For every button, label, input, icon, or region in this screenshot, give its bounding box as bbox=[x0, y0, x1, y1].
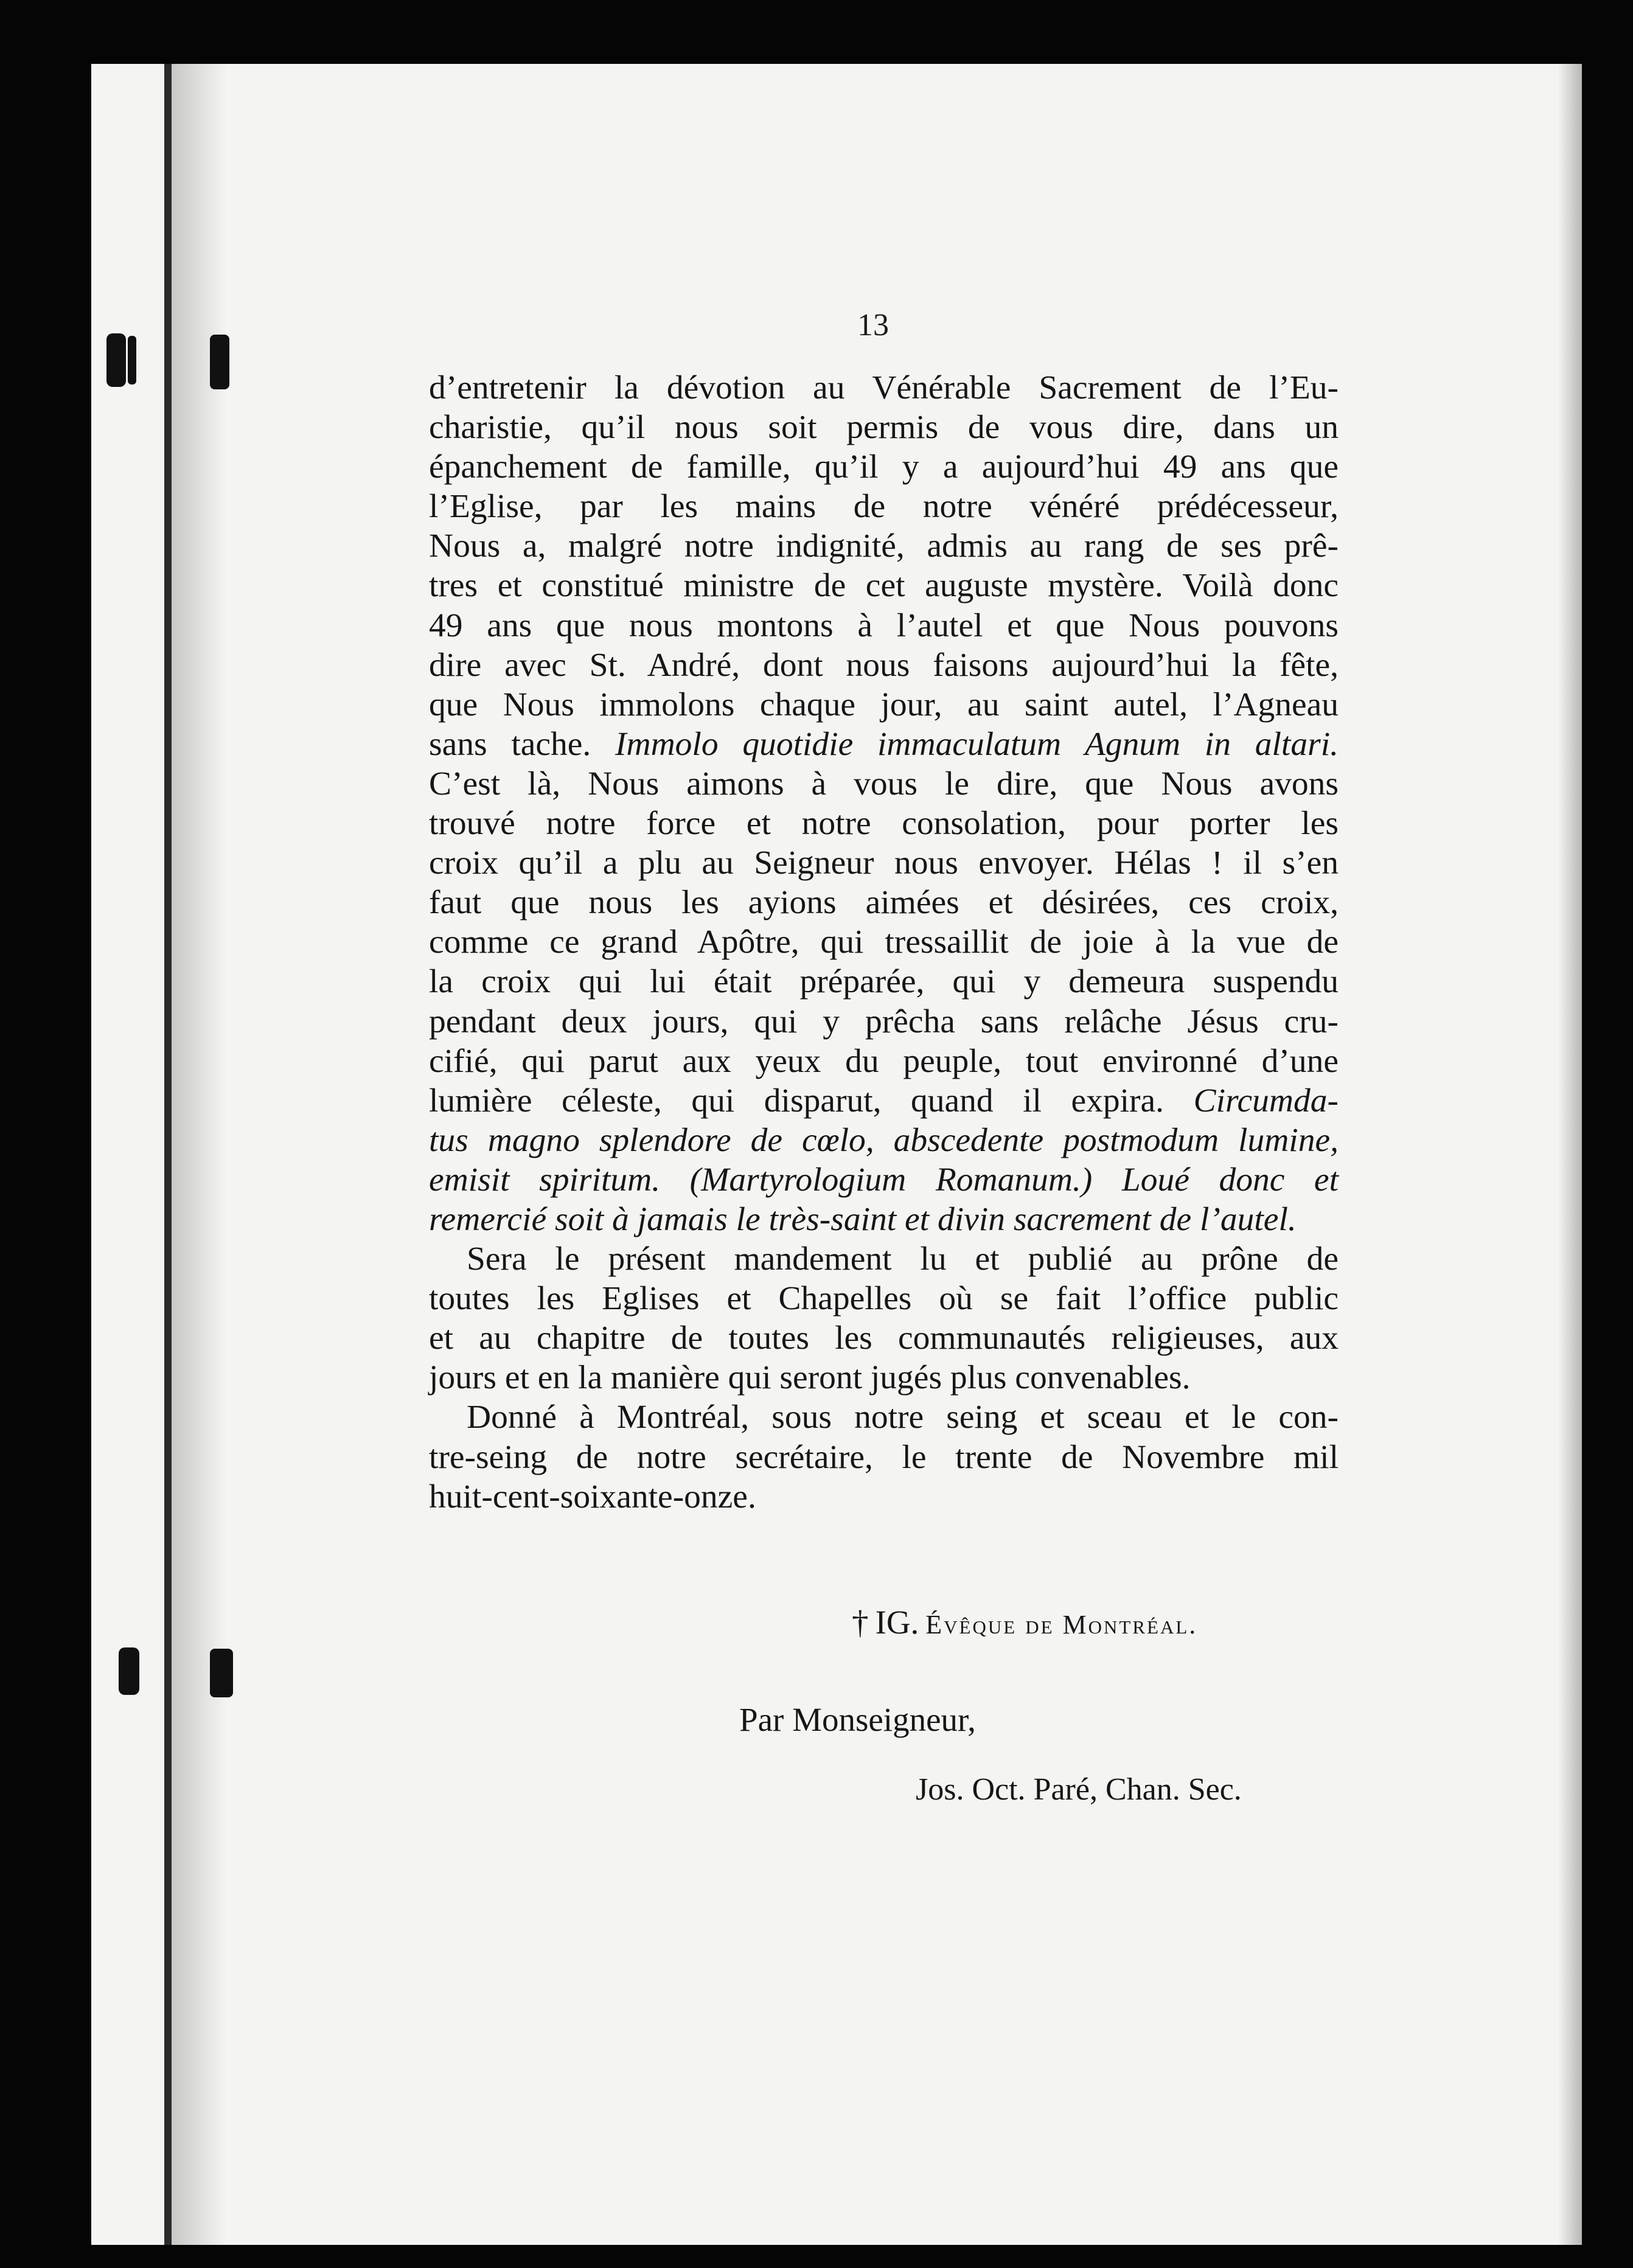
binding-shadow bbox=[172, 64, 226, 2245]
text-line: 49 ans que nous montons à l’autel et que Nous pouvons bbox=[429, 607, 1339, 644]
text-segment: lumière céleste, qui disparut, quand il expira. bbox=[429, 1082, 1165, 1119]
text-line: épanchement de famille, qu’il y a aujourd’hui 49 ans que bbox=[429, 448, 1339, 486]
text-line: C’est là, Nous aimons à vous le dire, que Nous avons bbox=[429, 765, 1339, 802]
par-monseigneur: Par Monseigneur, bbox=[739, 1701, 976, 1738]
binding-mark bbox=[210, 335, 229, 389]
text-line: Nous a, malgré notre indignité, admis au rang de ses prê- bbox=[429, 527, 1339, 565]
page-edge-shadow bbox=[1558, 64, 1582, 2245]
text-line: jours et en la manière qui seront jugés plus convenables. bbox=[429, 1359, 1191, 1397]
text-line: la croix qui lui était préparée, qui y demeura suspendu bbox=[429, 963, 1339, 1001]
text-line: et au chapitre de toutes les communautés religieuses, aux bbox=[429, 1320, 1339, 1357]
text-line: huit-cent-soixante-onze. bbox=[429, 1478, 756, 1515]
text-line bbox=[429, 1081, 1339, 1121]
text-line: l’Eglise, par les mains de notre vénéré prédécesseur, bbox=[429, 488, 1339, 526]
text-line: d’entretenir la dévotion au Vénérable Sacrement de l’Eu- bbox=[429, 369, 1339, 406]
text-line: Sera le présent mandement lu et publié au prône de bbox=[467, 1240, 1339, 1278]
latin-quotation: Circumda- bbox=[1193, 1082, 1339, 1119]
text-line: tres et constitué ministre de cet auguste mystère. Voilà donc bbox=[429, 567, 1339, 605]
signer-name: IG. bbox=[875, 1604, 919, 1641]
text-line: tus magno splendore de cœlo, abscedente postmodum lumine, bbox=[429, 1121, 1339, 1159]
text-line: faut que nous les ayions aimées et désirées, ces croix, bbox=[429, 884, 1339, 922]
text-line: cifié, qui parut aux yeux du peuple, tout environné d’une bbox=[429, 1042, 1339, 1080]
body-text bbox=[429, 368, 1339, 1517]
text-line: toutes les Eglises et Chapelles où se fait l’office public bbox=[429, 1280, 1339, 1318]
text-line: comme ce grand Apôtre, qui tressaillit de joie à la vue de bbox=[429, 924, 1339, 961]
text-line: remercié soit à jamais le très-saint et divin sacrement de l’autel. bbox=[429, 1200, 1297, 1238]
page-number: 13 bbox=[857, 308, 889, 343]
binding-spine bbox=[164, 64, 172, 2245]
signature-block bbox=[852, 1603, 1339, 1641]
text-line: dire avec St. André, dont nous faisons aujourd’hui la fête, bbox=[429, 646, 1339, 684]
binding-mark bbox=[119, 1647, 139, 1695]
binding-mark bbox=[106, 333, 126, 387]
binding-mark bbox=[210, 1649, 233, 1697]
countersignature: Jos. Oct. Paré, Chan. Sec. bbox=[916, 1772, 1242, 1807]
text-line: tre-seing de notre secrétaire, le trente de Novembre mil bbox=[429, 1438, 1339, 1476]
cross-symbol: † bbox=[852, 1604, 869, 1641]
text-line: croix qu’il a plu au Seigneur nous envoyer. Hélas ! il s’en bbox=[429, 844, 1339, 882]
text-line: emisit spiritum. (Martyrologium Romanum.) Loué donc et bbox=[429, 1161, 1339, 1198]
text-line: charistie, qu’il nous soit permis de vous dire, dans un bbox=[429, 409, 1339, 447]
text-line: Donné à Montréal, sous notre seing et sceau et le con- bbox=[467, 1399, 1339, 1436]
latin-quotation: Immolo quotidie immaculatum Agnum in altari. bbox=[615, 725, 1339, 763]
text-line: trouvé notre force et notre consolation, pour porter les bbox=[429, 805, 1339, 843]
text-line: pendant deux jours, qui y prêcha sans relâche Jésus cru- bbox=[429, 1003, 1339, 1040]
text-segment: sans tache. bbox=[429, 725, 591, 763]
binding-mark bbox=[128, 336, 136, 384]
text-line bbox=[429, 725, 1339, 764]
signer-title: Évêque de Montréal. bbox=[925, 1610, 1198, 1640]
text-line: que Nous immolons chaque jour, au saint autel, l’Agneau bbox=[429, 686, 1339, 723]
